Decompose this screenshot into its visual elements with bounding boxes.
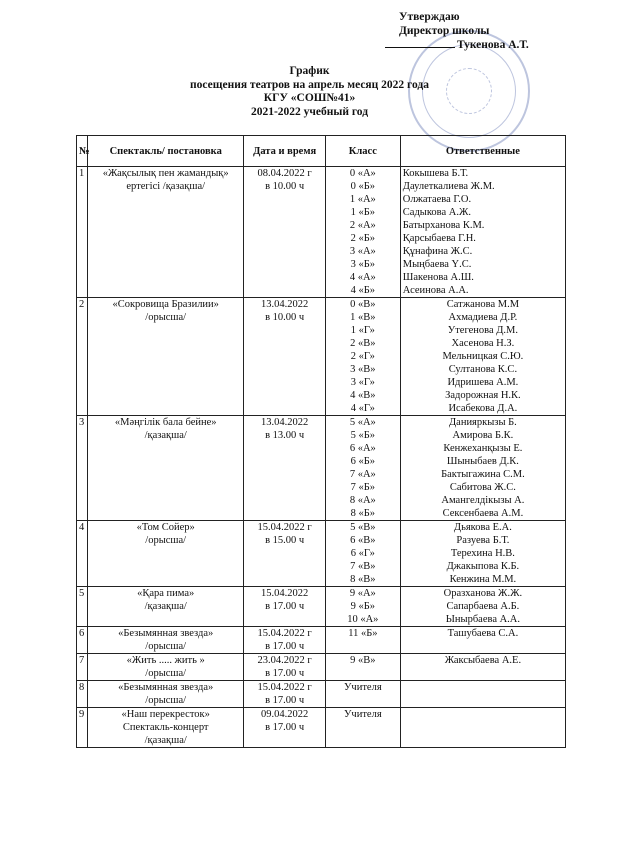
play-line: «Мәңгілік бала бейне» <box>114 417 217 428</box>
cell-play <box>88 298 244 416</box>
date-line: в 13.00 ч <box>265 430 305 441</box>
responsible-line: Кокышева Б.Т. <box>402 168 469 179</box>
cell-date <box>244 521 326 587</box>
date-line: в 15.00 ч <box>265 535 305 546</box>
cell-num: 8 <box>77 681 88 708</box>
responsible-line: Сексенбаева А.М. <box>442 508 524 519</box>
responsible-line: Шыныбаев Д.К. <box>446 456 519 467</box>
cell-num: 2 <box>77 298 88 416</box>
cell-play <box>88 681 244 708</box>
table-row <box>77 521 566 587</box>
class-line: 7 «Б» <box>350 482 376 493</box>
cell-num: 7 <box>77 654 88 681</box>
responsible-line: Оразханова Ж.Ж. <box>443 588 523 599</box>
responsible-line: Кенжина М.М. <box>449 574 517 585</box>
cell-play <box>88 521 244 587</box>
table-row <box>77 654 566 681</box>
cell-class <box>325 587 400 627</box>
class-line: 11 «Б» <box>348 628 378 639</box>
class-line: 6 «Б» <box>350 456 376 467</box>
cell-num: 3 <box>77 416 88 521</box>
responsible-line: Амирова Б.К. <box>452 430 514 441</box>
play-line: «Жақсылық пен жамандық» <box>102 168 229 179</box>
play-line: /орысша/ <box>145 695 187 706</box>
cell-play <box>88 654 244 681</box>
table-row <box>77 298 566 416</box>
date-line: в 17.00 ч <box>265 722 305 733</box>
class-line: 8 «В» <box>350 574 376 585</box>
cell-responsible <box>400 521 565 587</box>
cell-date <box>244 654 326 681</box>
date-line: в 17.00 ч <box>265 641 305 652</box>
responsible-line: Идришева А.М. <box>447 377 519 388</box>
responsible-line: Утегенова Д.М. <box>447 325 518 336</box>
approval-director-name: Тукенова А.Т. <box>457 39 529 51</box>
class-line: 4 «А» <box>349 272 376 283</box>
table-row <box>77 627 566 654</box>
class-line: 6 «В» <box>350 535 376 546</box>
table-row <box>77 587 566 627</box>
class-line: 3 «Г» <box>350 377 375 388</box>
responsible-line: Құнафина Ж.С. <box>402 246 473 257</box>
cell-responsible <box>400 654 565 681</box>
class-line: 5 «В» <box>350 522 376 533</box>
responsible-line: Сапарбаева А.Б. <box>446 601 520 612</box>
title-subject: посещения театров на апрель месяц 2022 года <box>190 78 429 91</box>
responsible-line: Амангелдікызы А. <box>441 495 525 506</box>
play-line: Спектакль-концерт <box>122 722 209 733</box>
class-line: 9 «В» <box>350 655 376 666</box>
class-line: Учителя <box>344 682 382 693</box>
cell-class <box>325 167 400 298</box>
responsible-line: Султанова К.С. <box>448 364 518 375</box>
class-line: 4 «Г» <box>350 403 375 414</box>
header-play: Спектакль/ постановка <box>88 136 244 167</box>
responsible-line: Сатжанова М.М <box>446 299 520 310</box>
header-date: Дата и время <box>244 136 326 167</box>
class-line: 5 «А» <box>349 417 376 428</box>
class-line: 10 «А» <box>347 614 379 625</box>
table-row <box>77 416 566 521</box>
responsible-line: Мыңбаева Ү.С. <box>402 259 472 270</box>
responsible-line: Даулеткалиева Ж.М. <box>402 181 495 192</box>
responsible-line: Задорожная Н.К. <box>445 390 521 401</box>
cell-class <box>325 627 400 654</box>
cell-num: 6 <box>77 627 88 654</box>
responsible-line: Бактыгажина С.М. <box>441 469 525 480</box>
responsible-line: Садыкова А.Ж. <box>402 207 472 218</box>
class-line: 4 «Б» <box>350 285 376 296</box>
cell-class <box>325 298 400 416</box>
class-line: 7 «А» <box>349 469 376 480</box>
title-heading: График <box>289 65 330 77</box>
date-line: 13.04.2022 <box>261 299 309 310</box>
class-line: 2 «А» <box>349 220 376 231</box>
title-year: 2021-2022 учебный год <box>250 105 369 118</box>
table-row <box>77 681 566 708</box>
responsible-line: Терехина Н.В. <box>450 548 515 559</box>
cell-num: 5 <box>77 587 88 627</box>
cell-class <box>325 681 400 708</box>
class-line: 2 «Г» <box>350 351 375 362</box>
cell-play <box>88 167 244 298</box>
cell-responsible <box>400 587 565 627</box>
cell-date <box>244 627 326 654</box>
class-line: Учителя <box>344 709 382 720</box>
class-line: 6 «Г» <box>350 548 375 559</box>
play-line: /қазақша/ <box>144 430 187 441</box>
responsible-line: Ынырбаева А.А. <box>445 614 521 625</box>
class-line: 0 «А» <box>349 168 376 179</box>
cell-play <box>88 587 244 627</box>
responsible-line: Батырханова К.М. <box>402 220 485 231</box>
play-line: /қазақша/ <box>144 601 187 612</box>
cell-play <box>88 708 244 748</box>
date-line: в 10.00 ч <box>265 312 305 323</box>
play-line: ертегісі /қазақша/ <box>126 181 206 192</box>
cell-class <box>325 654 400 681</box>
cell-class <box>325 708 400 748</box>
empty-cell <box>403 708 563 721</box>
play-line: «Сокровища Бразилии» <box>112 299 219 310</box>
class-line: 6 «А» <box>349 443 376 454</box>
cell-num: 4 <box>77 521 88 587</box>
class-line: 0 «В» <box>350 299 376 310</box>
responsible-line: Олжатаева Г.О. <box>402 194 472 205</box>
approval-block <box>385 10 615 52</box>
date-line: 15.04.2022 г <box>257 522 312 533</box>
class-line: 2 «Б» <box>350 233 376 244</box>
date-line: 15.04.2022 г <box>257 628 312 639</box>
class-line: 1 «А» <box>349 194 376 205</box>
class-line: 1 «Г» <box>350 325 375 336</box>
play-line: /орысша/ <box>145 641 187 652</box>
play-line: «Жить ..... жить » <box>126 655 205 666</box>
class-line: 4 «В» <box>350 390 376 401</box>
class-line: 5 «Б» <box>350 430 376 441</box>
responsible-line: Ахмадиева Д.Р. <box>448 312 518 323</box>
responsible-line: Сабитова Ж.С. <box>449 482 516 493</box>
class-line: 9 «А» <box>349 588 376 599</box>
responsible-line: Шакенова А.Ш. <box>402 272 474 283</box>
date-line: 08.04.2022 г <box>257 168 312 179</box>
responsible-line: Данияркызы Б. <box>449 417 517 428</box>
cell-date <box>244 416 326 521</box>
cell-date <box>244 681 326 708</box>
class-line: 0 «Б» <box>350 181 376 192</box>
class-line: 2 «В» <box>350 338 376 349</box>
responsible-line: Мельницкая С.Ю. <box>442 351 524 362</box>
cell-num: 9 <box>77 708 88 748</box>
cell-date <box>244 587 326 627</box>
date-line: в 17.00 ч <box>265 668 305 679</box>
cell-responsible <box>400 416 565 521</box>
class-line: 3 «Б» <box>350 259 376 270</box>
class-line: 8 «Б» <box>350 508 376 519</box>
approval-position: Директор школы <box>399 25 490 37</box>
cell-date <box>244 298 326 416</box>
play-line: /қазақша/ <box>144 735 187 746</box>
play-line: «Безымянная звезда» <box>118 682 214 693</box>
table-header-row <box>77 136 566 167</box>
table-body <box>77 167 566 748</box>
responsible-line: Разуева Б.Т. <box>456 535 510 546</box>
cell-play <box>88 416 244 521</box>
responsible-line: Жаксыбаева А.Е. <box>444 655 522 666</box>
class-line: 1 «Б» <box>350 207 376 218</box>
cell-responsible <box>400 681 565 708</box>
cell-responsible <box>400 167 565 298</box>
cell-date <box>244 167 326 298</box>
cell-num: 1 <box>77 167 88 298</box>
cell-responsible <box>400 627 565 654</box>
class-line: 3 «А» <box>349 246 376 257</box>
play-line: «Наш перекресток» <box>121 709 210 720</box>
cell-responsible <box>400 708 565 748</box>
class-line: 3 «В» <box>350 364 376 375</box>
responsible-line: Кенжеханқызы Е. <box>443 443 523 454</box>
date-line: в 17.00 ч <box>265 695 305 706</box>
play-line: /орысша/ <box>145 312 187 323</box>
table-row <box>77 167 566 298</box>
cell-class <box>325 416 400 521</box>
cell-class <box>325 521 400 587</box>
date-line: 15.04.2022 <box>261 588 309 599</box>
schedule-table <box>76 135 566 748</box>
date-line: 23.04.2022 г <box>257 655 312 666</box>
date-line: в 10.00 ч <box>265 181 305 192</box>
responsible-line: Исабекова Д.А. <box>448 403 518 414</box>
title-school: КГУ «СОШ№41» <box>263 92 356 104</box>
cell-date <box>244 708 326 748</box>
approval-title: Утверждаю <box>399 11 460 23</box>
header-num: № <box>77 136 88 167</box>
empty-cell <box>403 681 563 694</box>
responsible-line: Ташубаева С.А. <box>447 628 519 639</box>
header-class: Класс <box>325 136 400 167</box>
responsible-line: Хасенова Н.З. <box>451 338 515 349</box>
table-row <box>77 708 566 748</box>
play-line: «Том Сойер» <box>136 522 195 533</box>
responsible-line: Қарсыбаева Г.Н. <box>402 233 476 244</box>
date-line: 15.04.2022 г <box>257 682 312 693</box>
responsible-line: Асеинова А.А. <box>402 285 469 296</box>
header-responsible: Ответственные <box>400 136 565 167</box>
class-line: 9 «Б» <box>350 601 376 612</box>
class-line: 8 «А» <box>349 495 376 506</box>
approval-signature-line <box>385 38 615 52</box>
play-line: «Қара пима» <box>137 588 195 599</box>
play-line: /орысша/ <box>145 668 187 679</box>
cell-responsible <box>400 298 565 416</box>
responsible-line: Джакыпова К.Б. <box>446 561 520 572</box>
date-line: 13.04.2022 <box>261 417 309 428</box>
play-line: «Безымянная звезда» <box>118 628 214 639</box>
document-title <box>0 65 619 119</box>
responsible-line: Дьякова Е.А. <box>453 522 512 533</box>
date-line: в 17.00 ч <box>265 601 305 612</box>
signature-underline <box>385 47 455 48</box>
date-line: 09.04.2022 <box>261 709 309 720</box>
class-line: 1 «В» <box>350 312 376 323</box>
cell-play <box>88 627 244 654</box>
class-line: 7 «В» <box>350 561 376 572</box>
play-line: /орысша/ <box>145 535 187 546</box>
